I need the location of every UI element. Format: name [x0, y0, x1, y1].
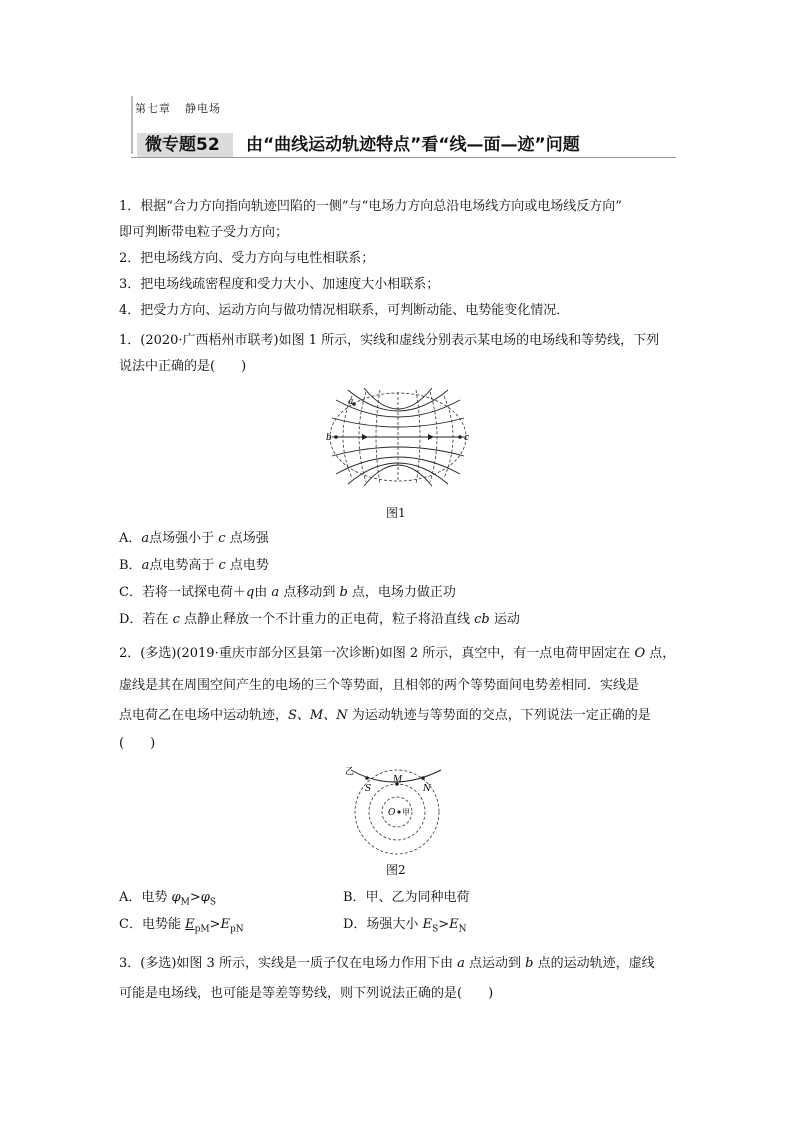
q2-option-b: B．甲、乙为同种电荷: [343, 890, 470, 905]
q3-stem-line-2: 可能是电场线，也可能是等差等势线，则下列说法正确的是( ): [119, 986, 494, 1001]
q3-stem-line-1: 3．(多选)如图 3 所示，实线是一质子仅在电场力作用下由 a 点运动到 b 点的运动轨迹，虚线: [119, 956, 655, 971]
q1-option-a: A．a点场强小于 c 点场强: [119, 531, 269, 546]
figure-1-field-diagram: [322, 388, 474, 498]
figure-2-caption: 图2: [386, 863, 406, 877]
q1-option-c: C．若将一试探电荷＋q由 a 点移动到 b 点，电场力做正功: [119, 585, 456, 600]
q2-option-a: A．电势 $\varphi_M>\varphi_S$: [119, 890, 217, 908]
header-rule: [131, 96, 133, 154]
fig2-label-yi: 乙: [345, 767, 355, 777]
q2-stem-line-4: ( ): [119, 736, 156, 751]
fig2-label-N: N: [423, 784, 431, 794]
tip-1-line-1: 1．根据“合力方向指向轨迹凹陷的一侧”与“电场力方向总沿电场线方向或电场线反方向”: [119, 199, 622, 214]
topic-tag: [137, 133, 233, 157]
chapter-label: 第七章: [135, 102, 171, 115]
q2-option-d: D．场强大小 $E_S>E_N$: [343, 917, 467, 935]
fig2-label-jia: 甲: [402, 808, 410, 817]
topic-number: 微专题52: [145, 135, 220, 155]
figure-2-equipotential-diagram: [343, 764, 449, 856]
fig2-label-S: S: [365, 784, 372, 794]
q1-stem-line-1: 1．(2020·广西梧州市联考)如图 1 所示，实线和虚线分别表示某电场的电场线和等势线，下列: [119, 333, 660, 348]
q1-stem-line-2: 说法中正确的是( ): [119, 359, 247, 374]
fig1-label-b: b: [326, 433, 332, 443]
tip-2: 2．把电场线方向、受力方向与电性相联系；: [119, 251, 375, 266]
q2-stem-line-2: 虚线是其在周围空间产生的电场的三个等势面，且相邻的两个等势面间电势差相同．实线是: [119, 678, 640, 693]
tip-3: 3．把电场线疏密程度和受力大小、加速度大小相联系；: [119, 277, 440, 292]
q1-option-d: D．若在 c 点静止释放一个不计重力的正电荷，粒子将沿直线 cb 运动: [119, 612, 520, 627]
q1-option-b: B．a点电势高于 c 点电势: [119, 558, 269, 573]
fig2-label-M: M: [393, 775, 403, 785]
tip-1-line-2: 即可判断带电粒子受力方向；: [119, 225, 289, 240]
chapter-line: [135, 101, 221, 117]
figure-1-caption: 图1: [386, 506, 406, 520]
tip-4: 4．把受力方向、运动方向与做功情况相联系，可判断动能、电势能变化情况．: [119, 303, 570, 318]
page-title: 由“曲线运动轨迹特点”看“线—面—迹”问题: [246, 135, 580, 155]
q2-stem-line-3: 点电荷乙在电场中运动轨迹，S、M、N 为运动轨迹与等势面的交点，下列说法一定正确的是: [119, 708, 651, 723]
fig1-label-a: a: [348, 397, 354, 407]
q2-stem-line-1: 2．(多选)(2019·重庆市部分区县第一次诊断)如图 2 所示，真空中，有一点电荷甲固定在 O 点，: [119, 646, 676, 661]
title-underline: [131, 157, 676, 158]
q2-option-c: C．电势能 $E_{pM}>E_{pN}$: [119, 917, 244, 935]
fig2-label-O: O: [388, 808, 396, 818]
section-label: 静电场: [185, 102, 221, 115]
fig1-label-c: c: [464, 433, 470, 443]
